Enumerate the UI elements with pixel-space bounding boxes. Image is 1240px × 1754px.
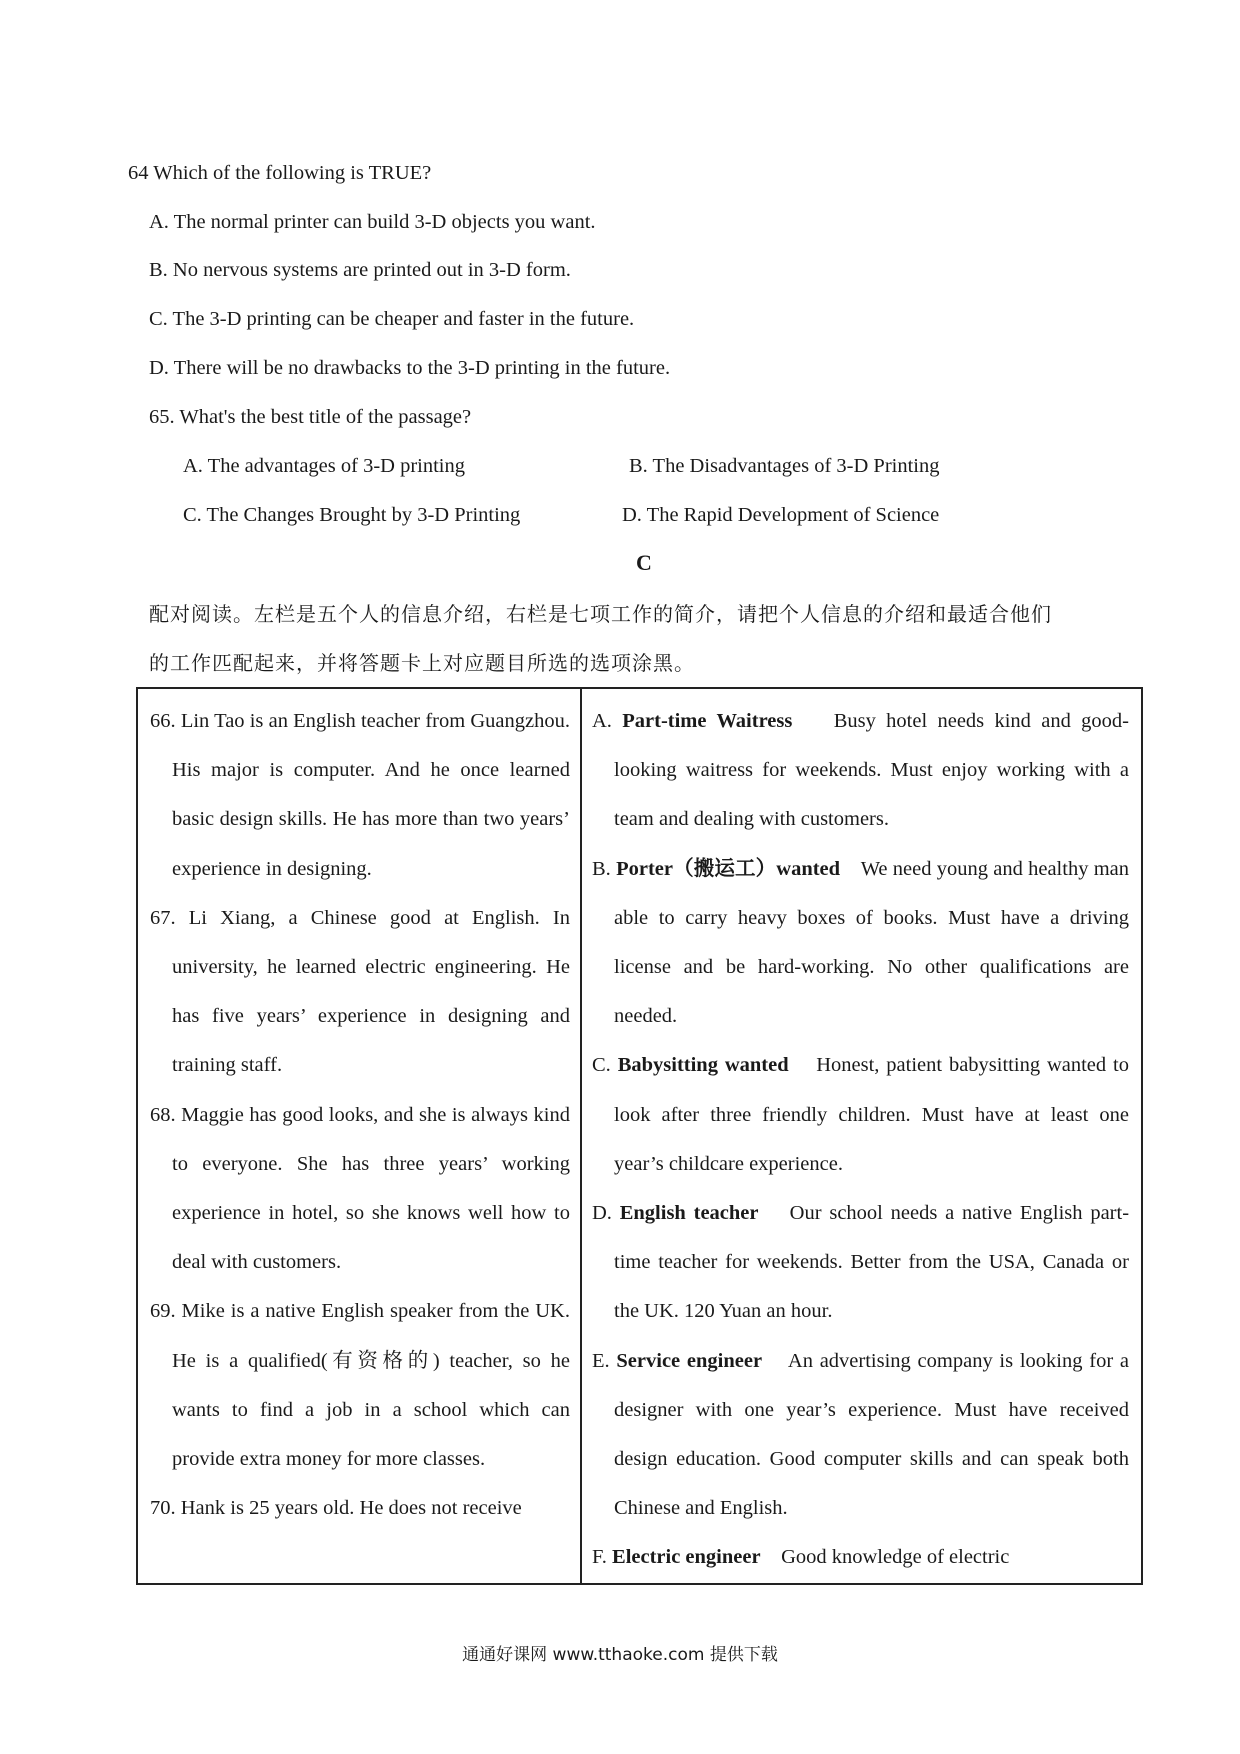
section-instruction-line2: 的工作匹配起来，并将答题卡上对应题目所选的选项涂黑。 (149, 651, 695, 675)
job-e-title: Service engineer (616, 1349, 763, 1372)
question-65-option-d: D. The Rapid Development of Science (622, 504, 940, 526)
person-66: 66. Lin Tao is an English teacher from Guangzhou. His major is computer. And he once learned basic design skills. He has more than two years’ experience in designing. (150, 710, 570, 880)
job-a-text: Busy hotel needs kind and good-looking waitress for weekends. Must enjoy working with a team and dealing with customers. (614, 710, 1130, 831)
section-letter: C (636, 550, 652, 575)
jobs-column (581, 688, 1142, 1584)
job-a-letter: A. (592, 710, 612, 732)
job-b-title: Porter（搬运工）wanted (616, 857, 841, 880)
question-64-option-b: B. No nervous systems are printed out in 3-D form. (149, 259, 571, 281)
job-f-title: Electric engineer (612, 1546, 761, 1569)
question-65-option-b: B. The Disadvantages of 3-D Printing (629, 455, 940, 477)
job-d-title: English teacher (619, 1202, 759, 1225)
question-64-stem: 64 Which of the following is TRUE? (128, 162, 432, 184)
question-64-option-a: A. The normal printer can build 3-D objects you want. (149, 211, 596, 233)
job-c-title: Babysitting wanted (617, 1054, 789, 1077)
job-c (592, 1041, 1129, 1189)
job-d-letter: D. (592, 1202, 612, 1225)
question-64-option-c: C. The 3-D printing can be cheaper and faster in the future. (149, 308, 635, 330)
matching-table (136, 687, 1143, 1585)
page-footer: 通通好课网 www.tthaoke.com 提供下载 (462, 1645, 778, 1665)
question-64-option-d: D. There will be no drawbacks to the 3-D printing in the future. (149, 357, 671, 379)
job-b (592, 845, 1129, 1042)
job-f (592, 1533, 1129, 1582)
question-65-option-c: C. The Changes Brought by 3-D Printing (183, 504, 521, 526)
job-e (592, 1337, 1129, 1534)
job-c-letter: C. (592, 1054, 611, 1077)
job-f-text: Good knowledge of electric (781, 1546, 1010, 1569)
person-67: 67. Li Xiang, a Chinese good at English. In university, he learned electric engineering. He has five years’ experience in designing and training staff. (150, 906, 570, 1077)
job-d (592, 1189, 1129, 1337)
job-b-text: We need young and healthy man able to carry heavy boxes of books. Must have a driving license and be hard-working. No other qualifications are needed. (614, 857, 1129, 1028)
question-65-option-a: A. The advantages of 3-D printing (183, 455, 465, 477)
job-d-text: Our school needs a native English part-time teacher for weekends. Better from the USA, Canada or the UK. 120 Yuan an hour. (614, 1202, 1130, 1323)
job-b-letter: B. (592, 857, 611, 880)
job-a (592, 697, 1129, 845)
person-69: 69. Mike is a native English speaker from the UK. He is a qualified(有资格的) teacher, so he wants to find a job in a school which can provide extra money for more classes. (150, 1300, 570, 1471)
job-f-letter: F. (592, 1546, 607, 1569)
people-column (137, 688, 581, 1584)
person-70: 70. Hank is 25 years old. He does not receive (150, 1497, 522, 1520)
job-e-text: An advertising company is looking for a designer with one year’s experience. Must have received design education. Good computer skills and can speak both Chinese and English. (614, 1349, 1129, 1520)
person-68: 68. Maggie has good looks, and she is always kind to everyone. She has three years’ working experience in hotel, so she knows well how to deal with customers. (150, 1103, 570, 1274)
job-c-text: Honest, patient babysitting wanted to look after three friendly children. Must have at least one year’s childcare experience. (614, 1054, 1129, 1175)
job-a-title: Part-time Waitress (622, 710, 793, 732)
section-instruction-line1: 配对阅读。左栏是五个人的信息介绍，右栏是七项工作的简介，请把个人信息的介绍和最适合他们 (149, 602, 1052, 626)
job-e-letter: E. (592, 1349, 610, 1372)
question-65-stem: 65. What's the best title of the passage? (149, 406, 472, 428)
